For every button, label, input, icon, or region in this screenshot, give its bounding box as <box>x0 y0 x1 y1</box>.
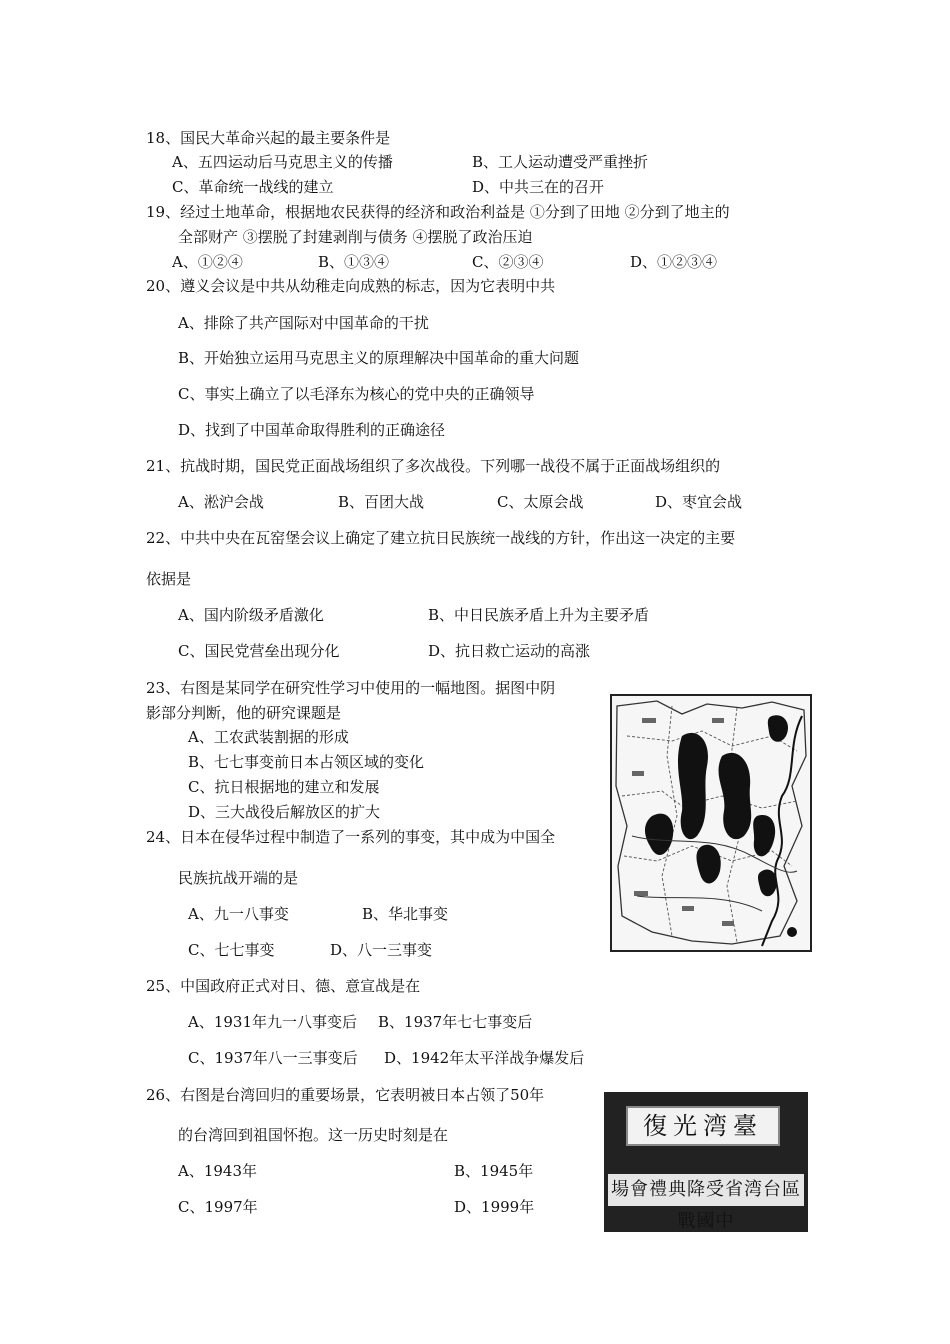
q20-option-c: C、事实上确立了以毛泽东为核心的党中央的正确领导 <box>178 385 535 403</box>
q23-option-b: B、七七事变前日本占领区域的变化 <box>188 753 425 771</box>
q18-stem: 18、国民大革命兴起的最主要条件是 <box>146 129 391 147</box>
q23-stem-line2: 影部分判断，他的研究课题是 <box>146 704 342 722</box>
q26-option-c: C、1997年 <box>178 1198 258 1216</box>
q23-option-a: A、工农武装割据的形成 <box>188 728 349 746</box>
q21-option-a: A、淞沪会战 <box>178 493 264 511</box>
q22-option-c: C、国民党营垒出现分化 <box>178 642 340 660</box>
q23-stem-line1: 23、右图是某同学在研究性学习中使用的一幅地图。据图中阴 <box>146 679 556 697</box>
q26-stem-line1: 26、右图是台湾回归的重要场景，它表明被日本占领了50年 <box>146 1086 545 1104</box>
q24-option-c: C、七七事变 <box>188 941 275 959</box>
q25-option-d: D、1942年太平洋战争爆发后 <box>384 1049 585 1067</box>
q21-option-b: B、百团大战 <box>338 493 425 511</box>
q22-stem-line2: 依据是 <box>146 570 192 588</box>
q19-option-a: A、①②④ <box>172 253 243 271</box>
photo-banner-top: 復光湾臺 <box>626 1106 780 1146</box>
photo-banner-bottom: 場會禮典降受省湾台區戰國中 <box>608 1174 804 1206</box>
q19-stem-line2: 全部财产 ③摆脱了封建剥削与债务 ④摆脱了政治压迫 <box>178 228 533 246</box>
map-illustration <box>612 696 810 950</box>
q24-stem-line1: 24、日本在侵华过程中制造了一系列的事变，其中成为中国全 <box>146 828 556 846</box>
taiwan-ceremony-photo <box>604 1092 808 1232</box>
q22-stem-line1: 22、中共中央在瓦窑堡会议上确定了建立抗日民族统一战线的方针，作出这一决定的主要 <box>146 529 736 547</box>
q22-option-a: A、国内阶级矛盾激化 <box>178 606 324 624</box>
q25-option-b: B、1937年七七事变后 <box>378 1013 533 1031</box>
q25-option-c: C、1937年八一三事变后 <box>188 1049 358 1067</box>
q26-option-b: B、1945年 <box>454 1162 534 1180</box>
q22-option-d: D、抗日救亡运动的高涨 <box>428 642 591 660</box>
q18-option-d: D、中共三在的召开 <box>472 178 605 196</box>
q18-option-a: A、五四运动后马克思主义的传播 <box>172 153 393 171</box>
q23-option-d: D、三大战役后解放区的扩大 <box>188 803 381 821</box>
q24-stem-line2: 民族抗战开端的是 <box>178 869 299 887</box>
q21-stem: 21、抗战时期，国民党正面战场组织了多次战役。下列哪一战役不属于正面战场组织的 <box>146 457 721 475</box>
q21-option-c: C、太原会战 <box>497 493 584 511</box>
q19-stem-line1: 19、经过土地革命，根据地农民获得的经济和政治利益是 ①分到了田地 ②分到了地主的 <box>146 203 730 221</box>
q20-option-d: D、找到了中国革命取得胜利的正确途径 <box>178 421 446 439</box>
q19-option-b: B、①③④ <box>318 253 390 271</box>
q20-option-a: A、排除了共产国际对中国革命的干扰 <box>178 314 429 332</box>
q20-option-b: B、开始独立运用马克思主义的原理解决中国革命的重大问题 <box>178 349 580 367</box>
q23-option-c: C、抗日根据地的建立和发展 <box>188 778 380 796</box>
q24-option-d: D、八一三事变 <box>330 941 433 959</box>
q25-stem: 25、中国政府正式对日、德、意宣战是在 <box>146 977 421 995</box>
q24-option-a: A、九一八事变 <box>188 905 289 923</box>
q25-option-a: A、1931年九一八事变后 <box>188 1013 358 1031</box>
q26-option-d: D、1999年 <box>454 1198 535 1216</box>
q18-option-b: B、工人运动遭受严重挫折 <box>472 153 649 171</box>
q26-stem-line2: 的台湾回到祖国怀抱。这一历史时刻是在 <box>178 1126 449 1144</box>
map-figure <box>610 694 812 952</box>
q26-option-a: A、1943年 <box>178 1162 258 1180</box>
q22-option-b: B、中日民族矛盾上升为主要矛盾 <box>428 606 650 624</box>
q20-stem: 20、遵义会议是中共从幼稚走向成熟的标志，因为它表明中共 <box>146 277 556 295</box>
q24-option-b: B、华北事变 <box>362 905 449 923</box>
q19-option-d: D、①②③④ <box>630 253 718 271</box>
q19-option-c: C、②③④ <box>472 253 544 271</box>
q18-option-c: C、革命统一战线的建立 <box>172 178 334 196</box>
q21-option-d: D、枣宜会战 <box>655 493 743 511</box>
